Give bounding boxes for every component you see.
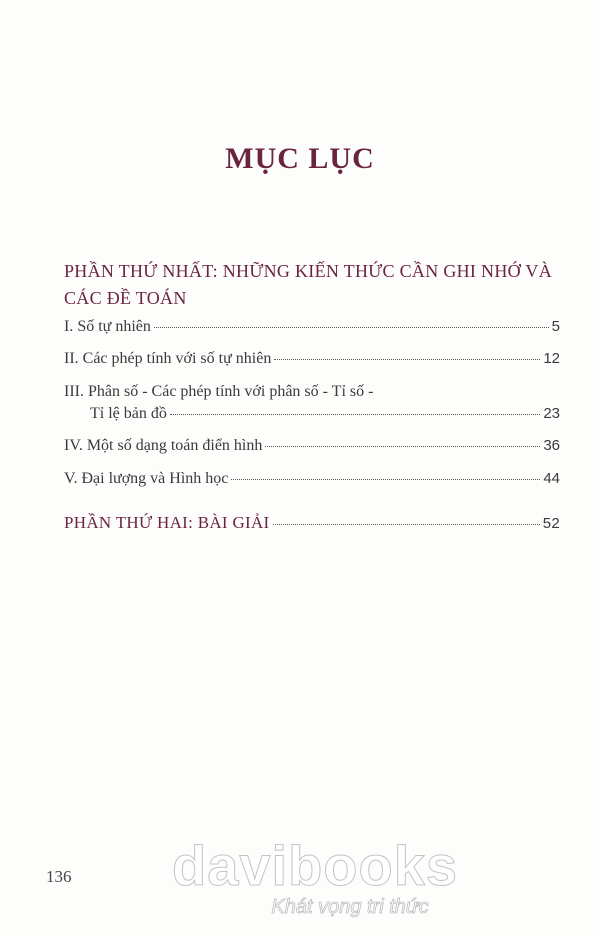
page-title: MỤC LỤC [225,142,375,175]
page-number: 136 [46,867,72,886]
toc-entry-page: 12 [543,350,560,367]
toc-entry-dai-luong[interactable] [64,470,560,488]
toc-entry-label: I. Số tự nhiên [64,318,151,335]
toc-entry-phep-tinh[interactable] [64,350,560,368]
toc-entry-part-two[interactable] [64,513,560,533]
toc-entry-page: 52 [542,515,560,532]
toc-entry-so-tu-nhien[interactable] [64,318,560,336]
dot-leader [265,446,540,447]
toc-entry-label: III. Phân số - Các phép tính với phân số - Tỉ số - [64,383,374,400]
toc-entry-phan-so-line-2[interactable] [90,405,560,423]
part-one-heading [64,258,564,312]
dot-leader [170,414,540,415]
toc-entry-page: 23 [543,405,560,422]
toc-entry-label: PHẦN THỨ HAI: BÀI GIẢI [64,513,270,532]
toc-entry-label: IV. Một số dạng toán điển hình [64,437,263,454]
toc-entry-label: V. Đại lượng và Hình học [64,470,229,487]
part-one-heading-line-1: PHẦN THỨ NHẤT: NHỮNG KIẾN THỨC CẦN GHI NHỚ VÀ [64,261,552,281]
toc-entry-phan-so-line-1[interactable] [64,383,560,401]
toc-entry-label: II. Các phép tính với số tự nhiên [64,350,272,367]
toc-entry-page: 44 [543,470,560,487]
dot-leader [273,524,540,525]
toc-entry-dang-toan[interactable] [64,437,560,455]
watermark-brand: davibooks [172,834,458,897]
part-one-heading-line-2: CÁC ĐỀ TOÁN [64,288,187,308]
toc-entry-page: 36 [543,437,560,454]
dot-leader [154,327,549,328]
toc-entry-label: Tỉ lệ bản đồ [90,405,167,422]
dot-leader [231,479,540,480]
watermark-slogan: Khát vọng tri thức [271,896,429,918]
toc-entry-page: 5 [551,318,560,335]
dot-leader [274,359,540,360]
